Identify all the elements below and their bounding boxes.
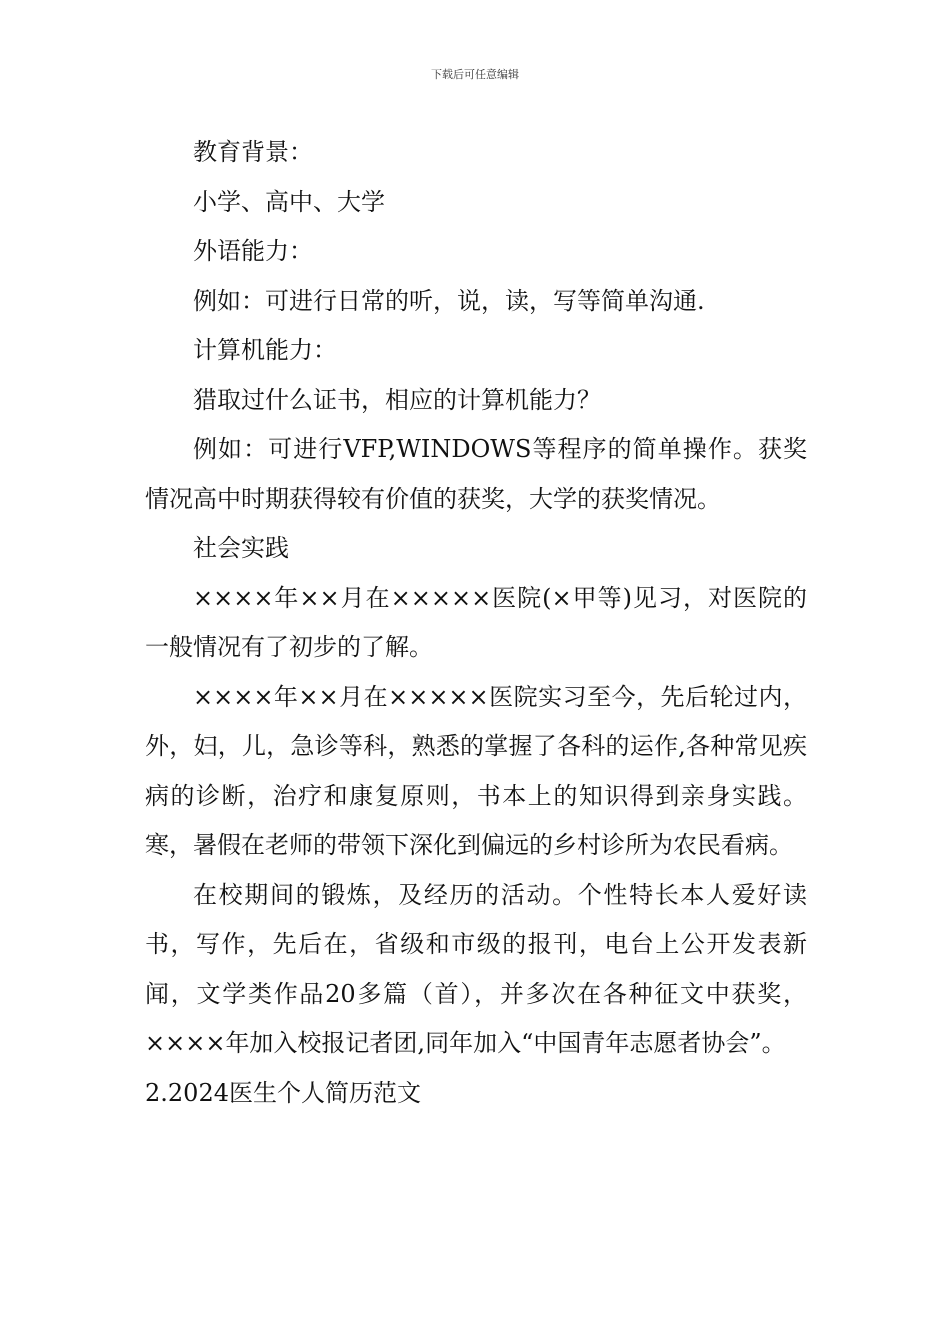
paragraph: 例如：可进行日常的听，说，读，写等简单沟通.	[193, 286, 705, 315]
section-label-practice: 社会实践	[193, 534, 289, 562]
document-body	[145, 128, 807, 1118]
section-heading: 2.2024医生个人简历范文	[145, 1078, 421, 1107]
paragraph: 在校期间的锻炼，及经历的活动。个性特长本人爱好读书，写作，先后在，省级和市级的报刊，电台上公开发表新闻，文学类作品20多篇（首），并多次在各种征文中获奖，××××年加入校报记者团,同年加入“中国青年志愿者协会”。	[145, 880, 807, 1057]
paragraph: 例如：可进行VFP,WINDOWS等程序的简单操作。获奖情况高中时期获得较有价值的获奖，大学的获奖情况。	[145, 435, 807, 513]
paragraph: ××××年××月在×××××医院(×甲等)见习，对医院的一般情况有了初步的了解。	[145, 583, 807, 661]
paragraph: ××××年××月在×××××医院实习至今，先后轮过内，外，妇，儿，急诊等科，熟悉的掌握了各科的运作,各种常见疾病的诊断，治疗和康复原则，书本上的知识得到亲身实践。寒，暑假在老师的带领下深化到偏远的乡村诊所为农民看病。	[145, 682, 807, 859]
paragraph: 小学、高中、大学	[193, 187, 385, 216]
paragraph: 猎取过什么证书，相应的计算机能力？	[193, 385, 601, 414]
page-header: 下载后可任意编辑	[431, 68, 519, 81]
section-label-language: 外语能力：	[193, 237, 313, 265]
section-label-computer: 计算机能力：	[193, 336, 337, 364]
section-label-education: 教育背景：	[193, 138, 313, 166]
